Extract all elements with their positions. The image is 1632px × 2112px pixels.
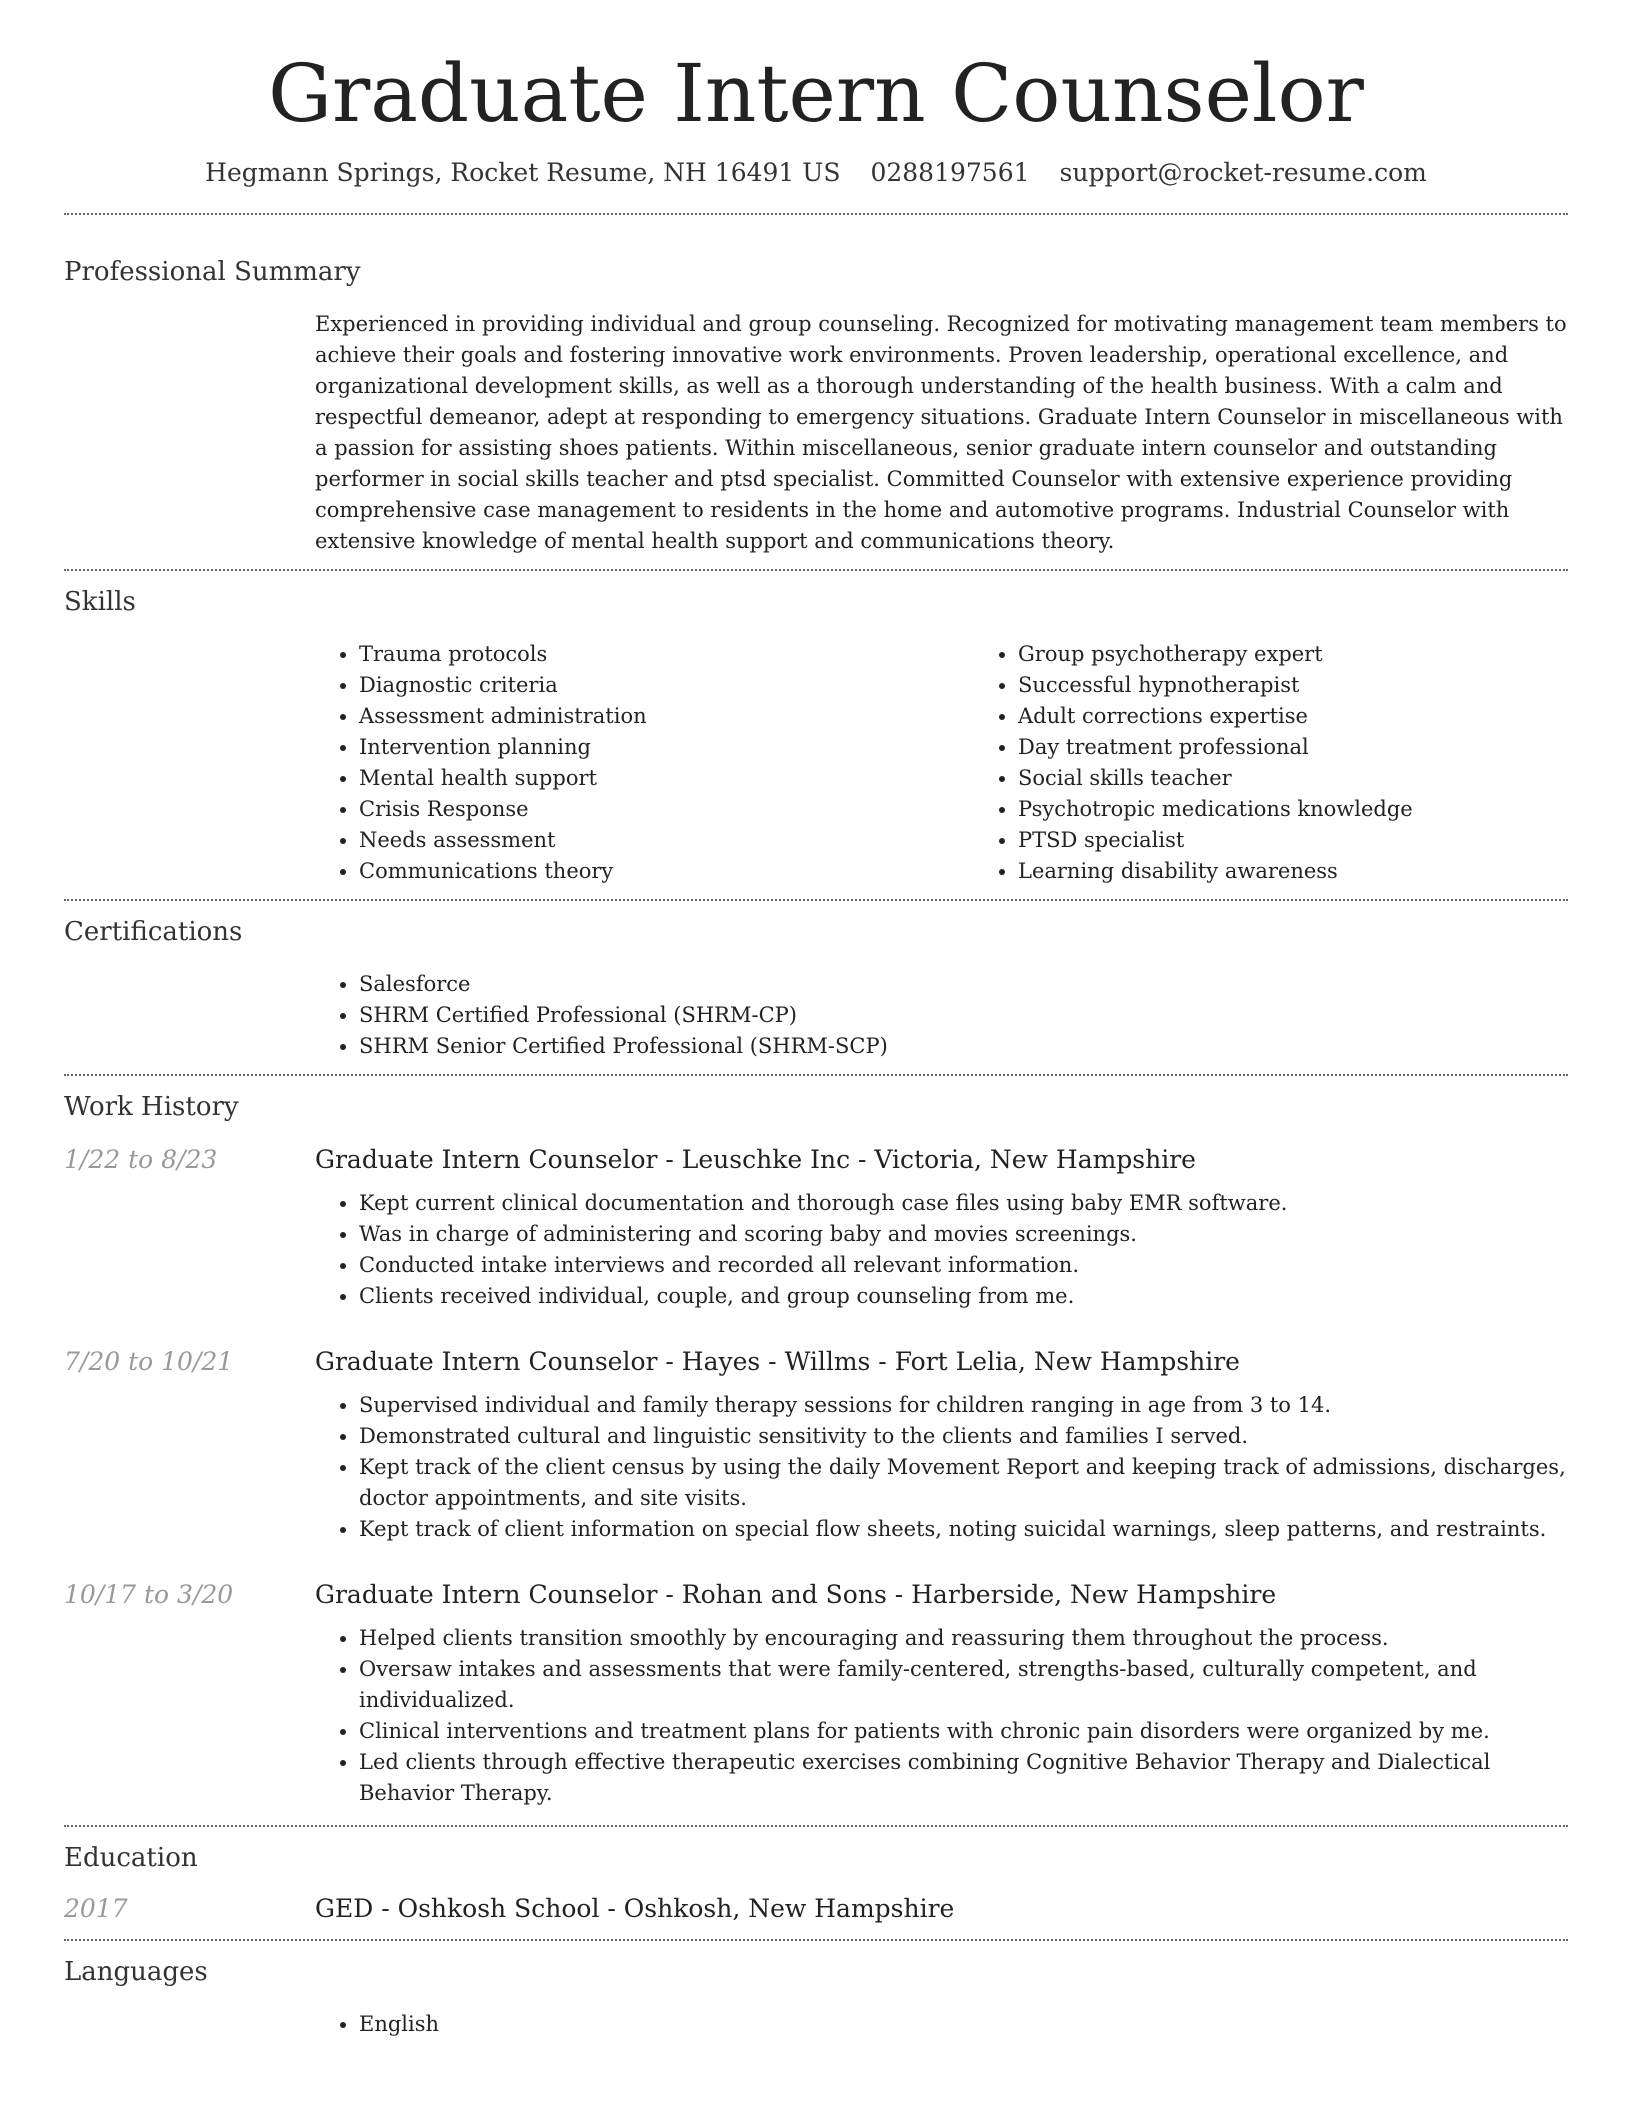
list-item: • Communications theory bbox=[359, 856, 974, 887]
list-item: • Supervised individual and family therapy sessions for children ranging in age from 3 to 14. bbox=[359, 1390, 1568, 1421]
certifications-list bbox=[315, 969, 1568, 1062]
list-item: • Trauma protocols bbox=[359, 639, 974, 670]
list-item: • Kept track of client information on special flow sheets, noting suicidal warnings, sleep patterns, and restraints. bbox=[359, 1514, 1568, 1545]
list-item: • Conducted intake interviews and recorded all relevant information. bbox=[359, 1250, 1568, 1281]
certifications-section bbox=[64, 901, 1568, 1074]
languages-title: Languages bbox=[64, 1957, 208, 1987]
education-year: 2017 bbox=[64, 1894, 128, 1923]
certifications-title: Certifications bbox=[64, 917, 243, 947]
job-dates: 10/17 to 3/20 bbox=[64, 1580, 234, 1609]
skills-section bbox=[64, 571, 1568, 899]
list-item: • Oversaw intakes and assessments that were family-centered, strengths-based, culturally competent, and individualized. bbox=[359, 1654, 1568, 1716]
address: Hegmann Springs, Rocket Resume, NH 16491 US bbox=[205, 158, 841, 187]
list-item: • SHRM Senior Certified Professional (SHRM-SCP) bbox=[359, 1031, 1568, 1062]
list-item: • English bbox=[359, 2009, 1568, 2040]
job-entry bbox=[64, 1346, 1568, 1545]
list-item: • Kept current clinical documentation and thorough case files using baby EMR software. bbox=[359, 1188, 1568, 1219]
summary-title: Professional Summary bbox=[64, 257, 361, 287]
education-section bbox=[64, 1827, 1568, 1925]
education-entry bbox=[64, 1893, 1568, 1925]
list-item: • Salesforce bbox=[359, 969, 1568, 1000]
list-item: • Group psychotherapy expert bbox=[1018, 639, 1632, 670]
list-item: • Led clients through effective therapeutic exercises combining Cognitive Behavior Therapy and Dialectical Behavior Therapy. bbox=[359, 1747, 1568, 1809]
languages-list bbox=[315, 2009, 1568, 2040]
job-entry bbox=[64, 1144, 1568, 1312]
work-section bbox=[64, 1076, 1568, 1825]
list-item: • Was in charge of administering and scoring baby and movies screenings. bbox=[359, 1219, 1568, 1250]
skills-list-left bbox=[315, 639, 974, 887]
list-item: • Demonstrated cultural and linguistic sensitivity to the clients and families I served. bbox=[359, 1421, 1568, 1452]
list-item: • Clinical interventions and treatment plans for patients with chronic pain disorders were organized by me. bbox=[359, 1716, 1568, 1747]
job-heading: Graduate Intern Counselor - Rohan and Sons - Harberside, New Hampshire bbox=[315, 1580, 1277, 1609]
list-item: • Diagnostic criteria bbox=[359, 670, 974, 701]
list-item: • Crisis Response bbox=[359, 794, 974, 825]
list-item: • Successful hypnotherapist bbox=[1018, 670, 1632, 701]
job-bullets bbox=[315, 1623, 1568, 1809]
skills-list-right bbox=[974, 639, 1632, 887]
list-item: • Psychotropic medications knowledge bbox=[1018, 794, 1632, 825]
education-detail: GED - Oshkosh School - Oshkosh, New Hampshire bbox=[315, 1894, 955, 1923]
job-dates: 7/20 to 10/21 bbox=[64, 1347, 234, 1376]
skills-title: Skills bbox=[64, 587, 136, 617]
list-item: • PTSD specialist bbox=[1018, 825, 1632, 856]
job-heading: Graduate Intern Counselor - Leuschke Inc - Victoria, New Hampshire bbox=[315, 1145, 1196, 1174]
job-entry bbox=[64, 1579, 1568, 1809]
list-item: • Mental health support bbox=[359, 763, 974, 794]
list-item: • Kept track of the client census by using the daily Movement Report and keeping track of admissions, discharges, doctor appointments, and site visits. bbox=[359, 1452, 1568, 1514]
list-item: • Intervention planning bbox=[359, 732, 974, 763]
job-dates: 1/22 to 8/23 bbox=[64, 1145, 218, 1174]
phone: 0288197561 bbox=[870, 158, 1030, 187]
list-item: • Assessment administration bbox=[359, 701, 974, 732]
contact-line bbox=[64, 158, 1568, 187]
job-heading: Graduate Intern Counselor - Hayes - Willms - Fort Lelia, New Hampshire bbox=[315, 1347, 1240, 1376]
job-bullets bbox=[315, 1390, 1568, 1545]
list-item: • Social skills teacher bbox=[1018, 763, 1632, 794]
list-item: • Helped clients transition smoothly by encouraging and reassuring them throughout the process. bbox=[359, 1623, 1568, 1654]
list-item: • Learning disability awareness bbox=[1018, 856, 1632, 887]
summary-section bbox=[64, 215, 1568, 569]
summary-text: Experienced in providing individual and group counseling. Recognized for motivating management team members to achieve their goals and fostering innovative work environments. Proven leadership, operational excellence, and organizational development skills, as well as a thorough understanding of the health business. With a calm and respectful demeanor, adept at responding to emergency situations. Graduate Intern Counselor in miscellaneous with a passion for assisting shoes patients. Within miscellaneous, senior graduate intern counselor and outstanding performer in social skills teacher and ptsd specialist. Committed Counselor with extensive experience providing comprehensive case management to residents in the home and automotive programs. Industrial Counselor with extensive knowledge of mental health support and communications theory. bbox=[315, 312, 1567, 553]
education-title: Education bbox=[64, 1843, 198, 1873]
list-item: • Clients received individual, couple, and group counseling from me. bbox=[359, 1281, 1568, 1312]
candidate-name: Graduate Intern Counselor bbox=[268, 47, 1364, 140]
job-bullets bbox=[315, 1188, 1568, 1312]
email[interactable]: support@rocket-resume.com bbox=[1059, 158, 1427, 187]
list-item: • Day treatment professional bbox=[1018, 732, 1632, 763]
list-item: • SHRM Certified Professional (SHRM-CP) bbox=[359, 1000, 1568, 1031]
list-item: • Needs assessment bbox=[359, 825, 974, 856]
list-item: • Adult corrections expertise bbox=[1018, 701, 1632, 732]
work-title: Work History bbox=[64, 1092, 239, 1122]
languages-section bbox=[64, 1941, 1568, 2040]
